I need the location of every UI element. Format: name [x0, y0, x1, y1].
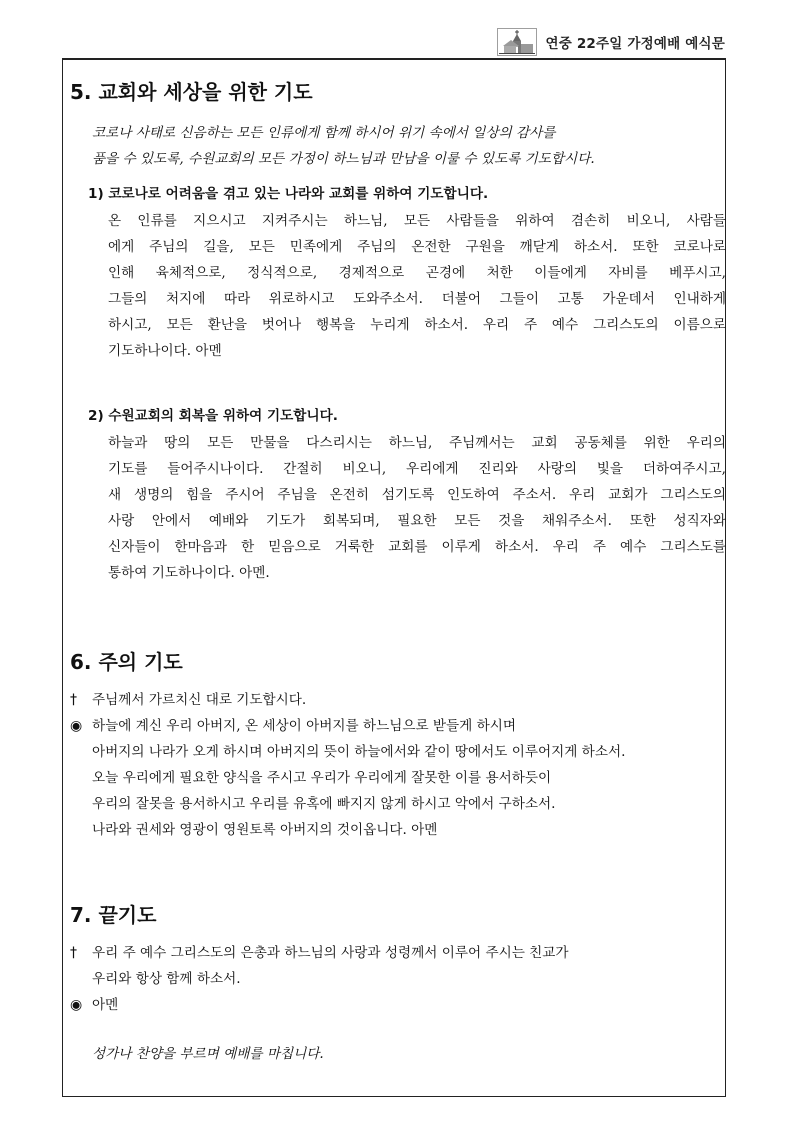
prayer-line: 하시고, 모든 환난을 벗어나 행복을 누리게 하소서. 우리 주 예수 그리스도의 이름으로	[108, 317, 726, 333]
prayer-line: 기도하나이다. 아멘	[108, 343, 222, 359]
people-text: 하늘에 계신 우리 아버지, 온 세상이 아버지를 하느님으로 받들게 하시며	[92, 718, 517, 734]
prayer-line: 신자들이 한마음과 한 믿음으로 거룩한 교회를 이루게 하소서. 우리 주 예수 그리스도를	[108, 539, 726, 555]
leader-line	[70, 687, 625, 713]
people-text: 나라와 권세와 영광이 영원토록 아버지의 것이옵니다. 아멘	[92, 822, 438, 838]
prayer-line: 하늘과 땅의 모든 만물을 다스리시는 하느님, 주님께서는 교회 공동체를 위한 우리의	[108, 435, 726, 451]
prayer-2-title: 2) 수원교회의 회복을 위하여 기도합니다.	[88, 408, 338, 424]
people-line	[70, 713, 625, 739]
prayer-1-body	[108, 208, 726, 364]
closing-prayer	[70, 940, 569, 1018]
people-text: 아멘	[92, 997, 119, 1013]
prayer-line: 에게 주님의 길을, 모든 민족에게 주님의 온전한 구원을 깨닫게 하소서. 또한 코로나로	[108, 239, 726, 255]
section-5-title: 5. 교회와 세상을 위한 기도	[70, 80, 313, 104]
prayer-line: 새 생명의 힘을 주시어 주님을 온전히 섬기도록 인도하여 주소서. 우리 교회가 그리스도의	[108, 487, 726, 503]
intro-line: 품을 수 있도록, 수원교회의 모든 가정이 하느님과 만남을 이룰 수 있도록 기도합시다.	[92, 151, 595, 167]
bullseye-icon: ◉	[70, 718, 83, 734]
prayer-2-body	[108, 430, 726, 586]
prayer-line: 그들의 처지에 따라 위로하시고 도와주소서. 더불어 그들이 고통 가운데서 인내하게	[108, 291, 726, 307]
section-5-intro	[92, 120, 595, 172]
prayer-line: 사랑 안에서 예배와 기도가 회복되며, 필요한 모든 것을 채워주소서. 또한 성직자와	[108, 513, 726, 529]
lords-prayer	[70, 687, 625, 843]
prayer-line: 인해 육체적으로, 정식적으로, 경제적으로 곤경에 처한 이들에게 자비를 베푸시고,	[108, 265, 726, 281]
bullseye-icon: ◉	[70, 997, 83, 1013]
leader-text: 우리 주 예수 그리스도의 은총과 하느님의 사랑과 성령께서 이루어 주시는 친교가	[92, 945, 569, 961]
page-header	[497, 28, 725, 56]
people-text: 우리의 잘못을 용서하시고 우리를 유혹에 빠지지 않게 하시고 악에서 구하소서.	[92, 796, 556, 812]
leader-text: 주님께서 가르치신 대로 기도합시다.	[92, 692, 307, 708]
section-7-title: 7. 끝기도	[70, 903, 157, 927]
prayer-line: 기도를 들어주시나이다. 간절히 비오니, 우리에게 진리와 사랑의 빛을 더하여주시고,	[108, 461, 726, 477]
people-text: 오늘 우리에게 필요한 양식을 주시고 우리가 우리에게 잘못한 이를 용서하듯이	[92, 770, 552, 786]
prayer-line: 통하여 기도하나이다. 아멘.	[108, 565, 270, 581]
closing-instruction: 성가나 찬양을 부르며 예배를 마칩니다.	[92, 1046, 324, 1062]
leader-text: 우리와 항상 함께 하소서.	[92, 971, 241, 987]
intro-line: 코로나 사태로 신음하는 모든 인류에게 함께 하시어 위기 속에서 일상의 감사를	[92, 125, 556, 141]
church-icon	[497, 28, 537, 56]
leader-line	[70, 940, 569, 966]
cross-icon: †	[70, 945, 77, 961]
prayer-1-title: 1) 코로나로 어려움을 겪고 있는 나라와 교회를 위하여 기도합니다.	[88, 186, 489, 202]
section-6-title: 6. 주의 기도	[70, 650, 183, 674]
people-line	[70, 992, 569, 1018]
prayer-line: 온 인류를 지으시고 지켜주시는 하느님, 모든 사람들을 위하여 겸손히 비오니, 사람들	[108, 213, 726, 229]
cross-icon: †	[70, 692, 77, 708]
document-title: 연중 22주일 가정예배 예식문	[545, 36, 725, 52]
people-text: 아버지의 나라가 오게 하시며 아버지의 뜻이 하늘에서와 같이 땅에서도 이루어지게 하소서.	[92, 744, 626, 760]
